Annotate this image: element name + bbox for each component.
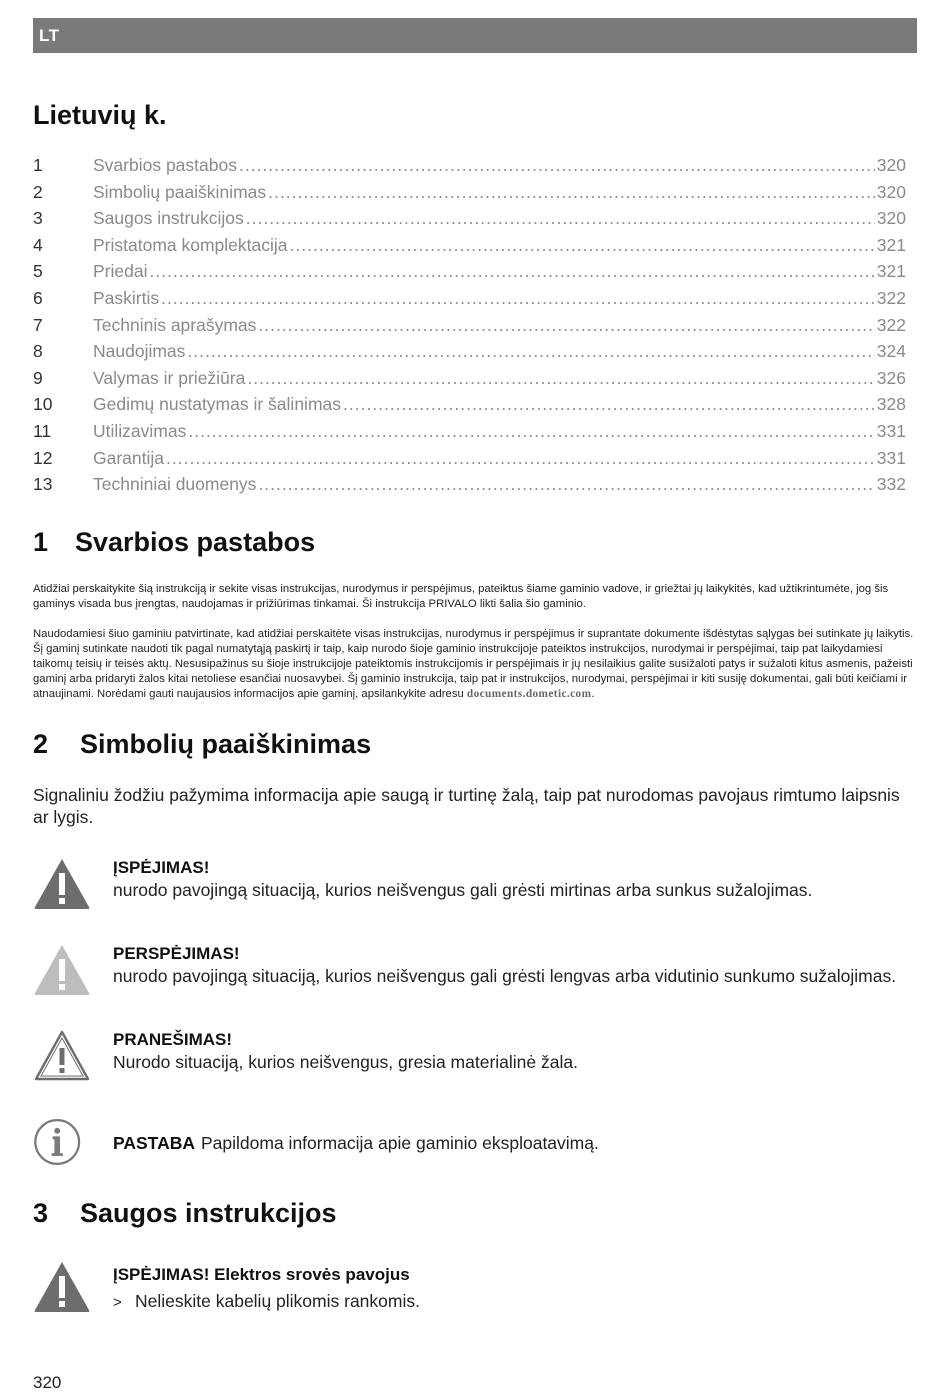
toc-number: 10 bbox=[33, 394, 53, 415]
toc-leader-dots bbox=[343, 394, 875, 415]
toc-entry[interactable] bbox=[33, 155, 906, 182]
toc-number: 8 bbox=[33, 341, 43, 362]
page-title: Lietuvių k. bbox=[33, 100, 167, 130]
toc-page: 321 bbox=[876, 234, 906, 255]
toc-page: 321 bbox=[876, 261, 906, 282]
section-1-heading bbox=[33, 527, 315, 558]
section-1-title: Svarbios pastabos bbox=[75, 527, 316, 557]
note-info-title: PASTABA bbox=[113, 1133, 195, 1153]
toc-entry[interactable] bbox=[33, 448, 906, 475]
section-3-heading bbox=[33, 1198, 337, 1229]
toc-title: Paskirtis bbox=[93, 287, 160, 308]
toc-page: 331 bbox=[876, 447, 906, 468]
chevron-right-icon: > bbox=[113, 1294, 122, 1311]
bullet-item bbox=[113, 1291, 420, 1312]
toc-title: Utilizavimas bbox=[93, 420, 187, 441]
toc-leader-dots bbox=[258, 315, 874, 336]
toc-page: 328 bbox=[876, 394, 906, 415]
toc-leader-dots bbox=[258, 474, 874, 495]
toc-number: 3 bbox=[33, 208, 43, 229]
toc-entry[interactable] bbox=[33, 421, 906, 448]
toc-entry[interactable] bbox=[33, 288, 906, 315]
toc-leader-dots bbox=[149, 261, 874, 282]
notice-notice bbox=[33, 1029, 917, 1089]
toc-leader-dots bbox=[246, 208, 875, 229]
language-bar bbox=[33, 18, 917, 53]
toc-title: Priedai bbox=[93, 261, 148, 282]
toc-leader-dots bbox=[247, 368, 874, 389]
section-1-paragraph-2 bbox=[33, 627, 917, 702]
toc-page: 320 bbox=[876, 155, 906, 175]
section-3-number: 3 bbox=[33, 1198, 49, 1228]
toc-entry[interactable] bbox=[33, 394, 906, 421]
notice-caution-text: nurodo pavojingą situaciją, kurios neišvengus gali grėsti lengvas arba vidutinio sunkumo sužalojimas. bbox=[113, 966, 897, 986]
toc-number: 11 bbox=[33, 420, 52, 441]
section-3-title: Saugos instrukcijos bbox=[80, 1198, 337, 1228]
warning-triangle-dark-icon bbox=[33, 1260, 91, 1314]
documents-link[interactable]: documents.dometic.com bbox=[466, 688, 592, 700]
toc-title: Svarbios pastabos bbox=[93, 155, 237, 175]
notice-warning-title: ĮSPĖJIMAS! bbox=[113, 858, 210, 877]
warning-triangle-light-icon bbox=[33, 943, 91, 997]
toc-page: 322 bbox=[876, 287, 906, 308]
toc-entry[interactable] bbox=[33, 368, 906, 395]
toc-number: 7 bbox=[33, 314, 43, 335]
link-period: . bbox=[591, 688, 595, 700]
toc-leader-dots bbox=[268, 182, 875, 203]
toc-title: Techninis aprašymas bbox=[93, 314, 257, 335]
toc-number: 6 bbox=[33, 287, 43, 308]
table-of-contents bbox=[33, 155, 906, 501]
toc-page: 324 bbox=[876, 341, 906, 362]
page-number: 320 bbox=[33, 1373, 62, 1392]
toc-title: Saugos instrukcijos bbox=[93, 208, 244, 229]
note-info-description: Papildoma informacija apie gaminio eksploatavimą. bbox=[201, 1133, 599, 1153]
warning-triangle-dark-icon bbox=[33, 857, 91, 911]
section-1-number: 1 bbox=[33, 527, 49, 557]
notice-caution-title: PERSPĖJIMAS! bbox=[113, 944, 240, 963]
toc-number: 12 bbox=[33, 447, 53, 468]
section-2-title: Simbolių paaiškinimas bbox=[80, 729, 372, 759]
section-1-paragraph-1: Atidžiai perskaitykite šią instrukciją ir sekite visas instrukcijas, nurodymus ir perspėjimus, pateiktus šiame gaminio vadove, ir griežtai jų laikykitės, kad užtikrintumėte, jog šis gaminys visada bus įrengtas, naudojamas ir prižiūrimas tinkamai. Ši instrukcija PRIVALO likti šalia šio gaminio. bbox=[33, 583, 889, 610]
toc-number: 2 bbox=[33, 181, 43, 202]
toc-title: Techniniai duomenys bbox=[93, 474, 257, 495]
toc-leader-dots bbox=[290, 235, 875, 256]
toc-page: 320 bbox=[876, 208, 906, 229]
toc-page: 322 bbox=[876, 314, 906, 335]
toc-number: 1 bbox=[33, 155, 43, 175]
toc-entry[interactable] bbox=[33, 474, 906, 501]
toc-leader-dots bbox=[239, 155, 875, 176]
language-code: LT bbox=[39, 26, 60, 45]
toc-leader-dots bbox=[187, 341, 874, 362]
toc-number: 9 bbox=[33, 367, 43, 388]
toc-title: Gedimų nustatymas ir šalinimas bbox=[93, 394, 341, 415]
warning-triangle-outline-icon bbox=[33, 1029, 91, 1083]
section-2-number: 2 bbox=[33, 729, 49, 759]
toc-title: Pristatoma komplektacija bbox=[93, 234, 288, 255]
toc-page: 332 bbox=[876, 474, 906, 495]
info-circle-icon bbox=[33, 1115, 87, 1169]
toc-leader-dots bbox=[161, 288, 875, 309]
notice-warning-text: nurodo pavojingą situaciją, kurios neišvengus gali grėsti mirtinas arba sunkus sužalojimas. bbox=[113, 880, 813, 900]
toc-title: Simbolių paaiškinimas bbox=[93, 181, 267, 202]
toc-entry[interactable] bbox=[33, 261, 906, 288]
toc-entry[interactable] bbox=[33, 315, 906, 342]
toc-number: 5 bbox=[33, 261, 43, 282]
bullet-text: Nelieskite kabelių plikomis rankomis. bbox=[135, 1291, 420, 1311]
notice-warning bbox=[33, 857, 917, 917]
notice-caution bbox=[33, 943, 917, 1003]
section-2-heading bbox=[33, 729, 371, 760]
toc-entry[interactable] bbox=[33, 208, 906, 235]
section-2-lead: Signaliniu žodžiu pažymima informacija apie saugą ir turtinę žalą, taip pat nurodomas pavojaus rimtumo laipsnis ar lygis. bbox=[33, 785, 900, 827]
toc-leader-dots bbox=[166, 448, 875, 469]
toc-leader-dots bbox=[188, 421, 874, 442]
toc-page: 331 bbox=[876, 420, 906, 441]
toc-page: 320 bbox=[876, 181, 906, 202]
notice-notice-text: Nurodo situaciją, kurios neišvengus, gresia materialinė žala. bbox=[113, 1052, 578, 1072]
toc-number: 13 bbox=[33, 474, 53, 495]
note-info-text bbox=[113, 1133, 599, 1154]
toc-entry[interactable] bbox=[33, 341, 906, 368]
toc-title: Naudojimas bbox=[93, 341, 186, 362]
toc-title: Valymas ir priežiūra bbox=[93, 367, 246, 388]
toc-number: 4 bbox=[33, 234, 43, 255]
toc-entry[interactable] bbox=[33, 235, 906, 262]
toc-title: Garantija bbox=[93, 447, 165, 468]
electric-warning-title: ĮSPĖJIMAS! Elektros srovės pavojus bbox=[113, 1265, 410, 1284]
toc-entry[interactable] bbox=[33, 182, 906, 209]
toc-page: 326 bbox=[876, 367, 906, 388]
section-1-paragraph-2-text: Naudodamiesi šiuo gaminiu patvirtinate, kad atidžiai perskaitėte visas instrukcijas, nurodymus ir perspėjimus ir suprantate dokumente išdėstytas sąlygas bei sutinkate jų laikytis. Šį gaminį sutinkate naudoti tik pagal numatytąją paskirtį ir taip, kaip nurodo šioje gaminio instrukcijoje pateiktos instrukcijos, nurodymai ir perspėjimai, taip pat laikydamiesi taikomų teisių ir teisės aktų. Nesusipažinus su šioje instrukcijoje pateiktomis instrukcijomis ir perspėjimais ir jų nesilaikius galite susižaloti patys ir sužaloti kitus asmenis, pažeisti gaminį arba pridaryti žalos kitai netoliese esančiai nuosavybei. Šį gaminio instrukcija, taip pat ir instrukcijos, nurodymai, perspėjimai ir kiti susiję dokumentai, gali būti keičiami ir atnaujinami. Norėdami gauti naujausios informacijos apie gaminį, apsilankykite adresu bbox=[33, 628, 914, 700]
notice-notice-title: PRANEŠIMAS! bbox=[113, 1030, 233, 1049]
